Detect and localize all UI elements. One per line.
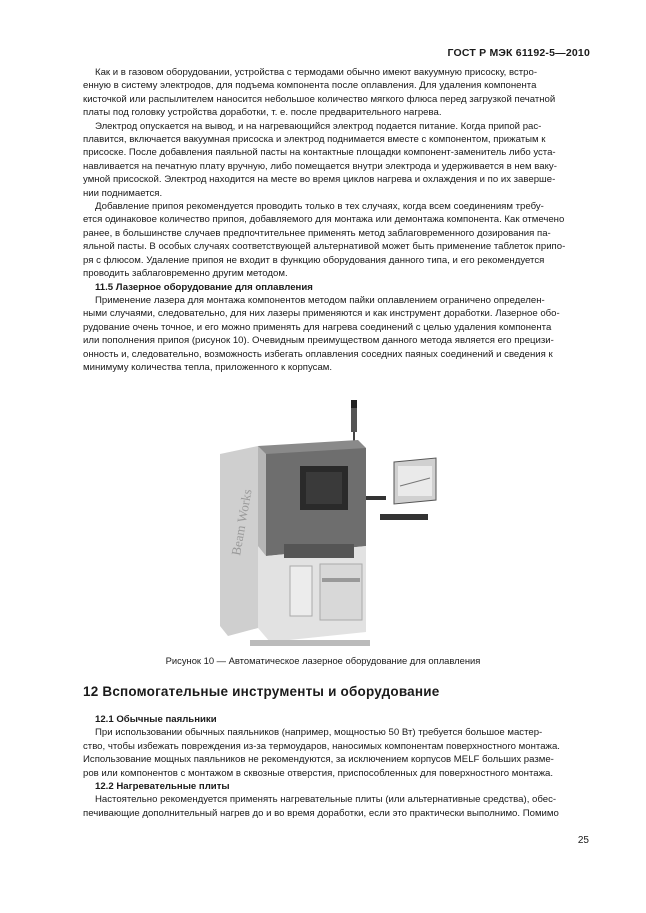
text-line: ранее, в большинстве случаев предпочтительнее применять метод заблаговременного дозирования па-	[83, 227, 551, 239]
text-line: печивающие дополнительный нагрев до и во время доработки, если это практически выполнимо. Помимо	[83, 807, 559, 819]
text-line: Использование мощных паяльников не рекомендуются, за исключением корпусов MELF больших разме-	[83, 754, 554, 766]
text-line: присоске. После добавления паяльной пасты на контактные площадки компонент-заменитель либо уста-	[83, 147, 556, 159]
text-line: навливается на печатную плату вручную, либо помещается внутри электрода и удерживается в нем ваку-	[83, 160, 557, 172]
paragraph-6	[83, 793, 591, 820]
keyboard-tray	[380, 514, 428, 520]
brand-label: Beam Works	[228, 487, 255, 557]
text-line: Как и в газовом оборудовании, устройства с термодами обычно имеют вакуумную присоску, встро-	[95, 67, 538, 78]
text-line: проводить заблаговременно другим методом.	[83, 268, 288, 280]
laser-machine-illustration	[210, 396, 442, 650]
text-line: Электрод опускается на вывод, и на нагревающийся электрод подается питание. Когда припой рас-	[95, 120, 542, 132]
text-line: Добавление припоя рекомендуется проводить только в тех случаях, когда всем соединениям требу-	[95, 201, 544, 213]
text-line: умной присоской. Электрод находится на месте во время циклов нагрева и охлаждения и по их заверше-	[83, 174, 556, 186]
text-line: Применение лазера для монтажа компонентов методом пайки оплавлением ограничено определен-	[95, 294, 545, 306]
text-line: кисточкой или распылителем наносится небольшое количество мягкого флюса перед загрузкой печатной	[83, 93, 556, 105]
document-header: ГОСТ Р МЭК 61192-5—2010	[447, 47, 590, 59]
text-line: яльной пасты. В особых случаях соответствующей альтернативой может быть применение таблеток припо-	[83, 241, 566, 253]
text-line: онность и, следовательно, возможность избегать оплавления соседних паяных соединений и сведения к	[83, 348, 553, 360]
body-text-top	[83, 66, 591, 374]
text-line: енную в систему электродов, для подъема компонента после оплавления. Для удаления компонента	[83, 80, 537, 92]
text-line: ров или компонентов с монтажом в сквозные отверстия, приспособленных для поверхностного монтажа.	[83, 767, 554, 779]
text-line: При использовании обычных паяльников (например, мощностью 50 Вт) требуется большое мастер-	[95, 727, 543, 739]
text-line: ется одинаковое количество припоя, добавляемого для монтажа или демонтажа компонента. Как отмечено	[83, 214, 565, 226]
text-line: ство, чтобы избежать повреждения из-за термоударов, наносимых компонентам поверхностного монтажа.	[83, 740, 560, 752]
text-line: ря с флюсом. Удаление припоя не входит в функцию оборудования данного типа, и его рекомендуется	[83, 254, 545, 266]
subsection-heading-12-2: 12.2 Нагревательные плиты	[95, 781, 230, 793]
text-line: нии поднимается.	[83, 187, 163, 199]
figure-laser-equipment	[210, 396, 442, 650]
text-line: Настоятельно рекомендуется применять нагревательные плиты (или альтернативные средства), обес-	[95, 794, 557, 806]
text-line: минимуму количества тепла, приложенного к корпусам.	[83, 361, 333, 373]
subsection-heading-11-5: 11.5 Лазерное оборудование для оплавления	[95, 281, 313, 293]
text-line: платы под головку устройства доработки, т. е. после предварительного нагрева.	[83, 107, 442, 119]
text-line: плавится, включается вакуумная присоска и электрод поднимается вместе с компонентом, прижатым к	[83, 134, 546, 146]
paragraph-5	[83, 726, 591, 780]
paragraph-3	[83, 200, 591, 280]
figure-caption: Рисунок 10 — Автоматическое лазерное оборудование для оплавления	[165, 655, 481, 666]
paragraph-4	[83, 294, 591, 374]
text-line: рудование очень точное, и его можно применять для нагрева соединений с целью удаления компонента	[83, 321, 552, 333]
paragraph-2	[83, 120, 591, 200]
subsection-heading-12-1: 12.1 Обычные паяльники	[95, 714, 217, 725]
paragraph-1	[83, 66, 591, 120]
section-heading-12: 12 Вспомогательные инструменты и оборудование	[83, 684, 440, 699]
text-line: ными случаями, следовательно, для них лазеры применяются и как инструмент доработки. Лазерное обо-	[83, 308, 560, 320]
body-text-bottom	[83, 713, 591, 820]
page-number: 25	[577, 835, 589, 846]
text-line: или пополнения припоя (рисунок 10). Очевидным преимуществом данного метода является его прецизи-	[83, 335, 554, 347]
